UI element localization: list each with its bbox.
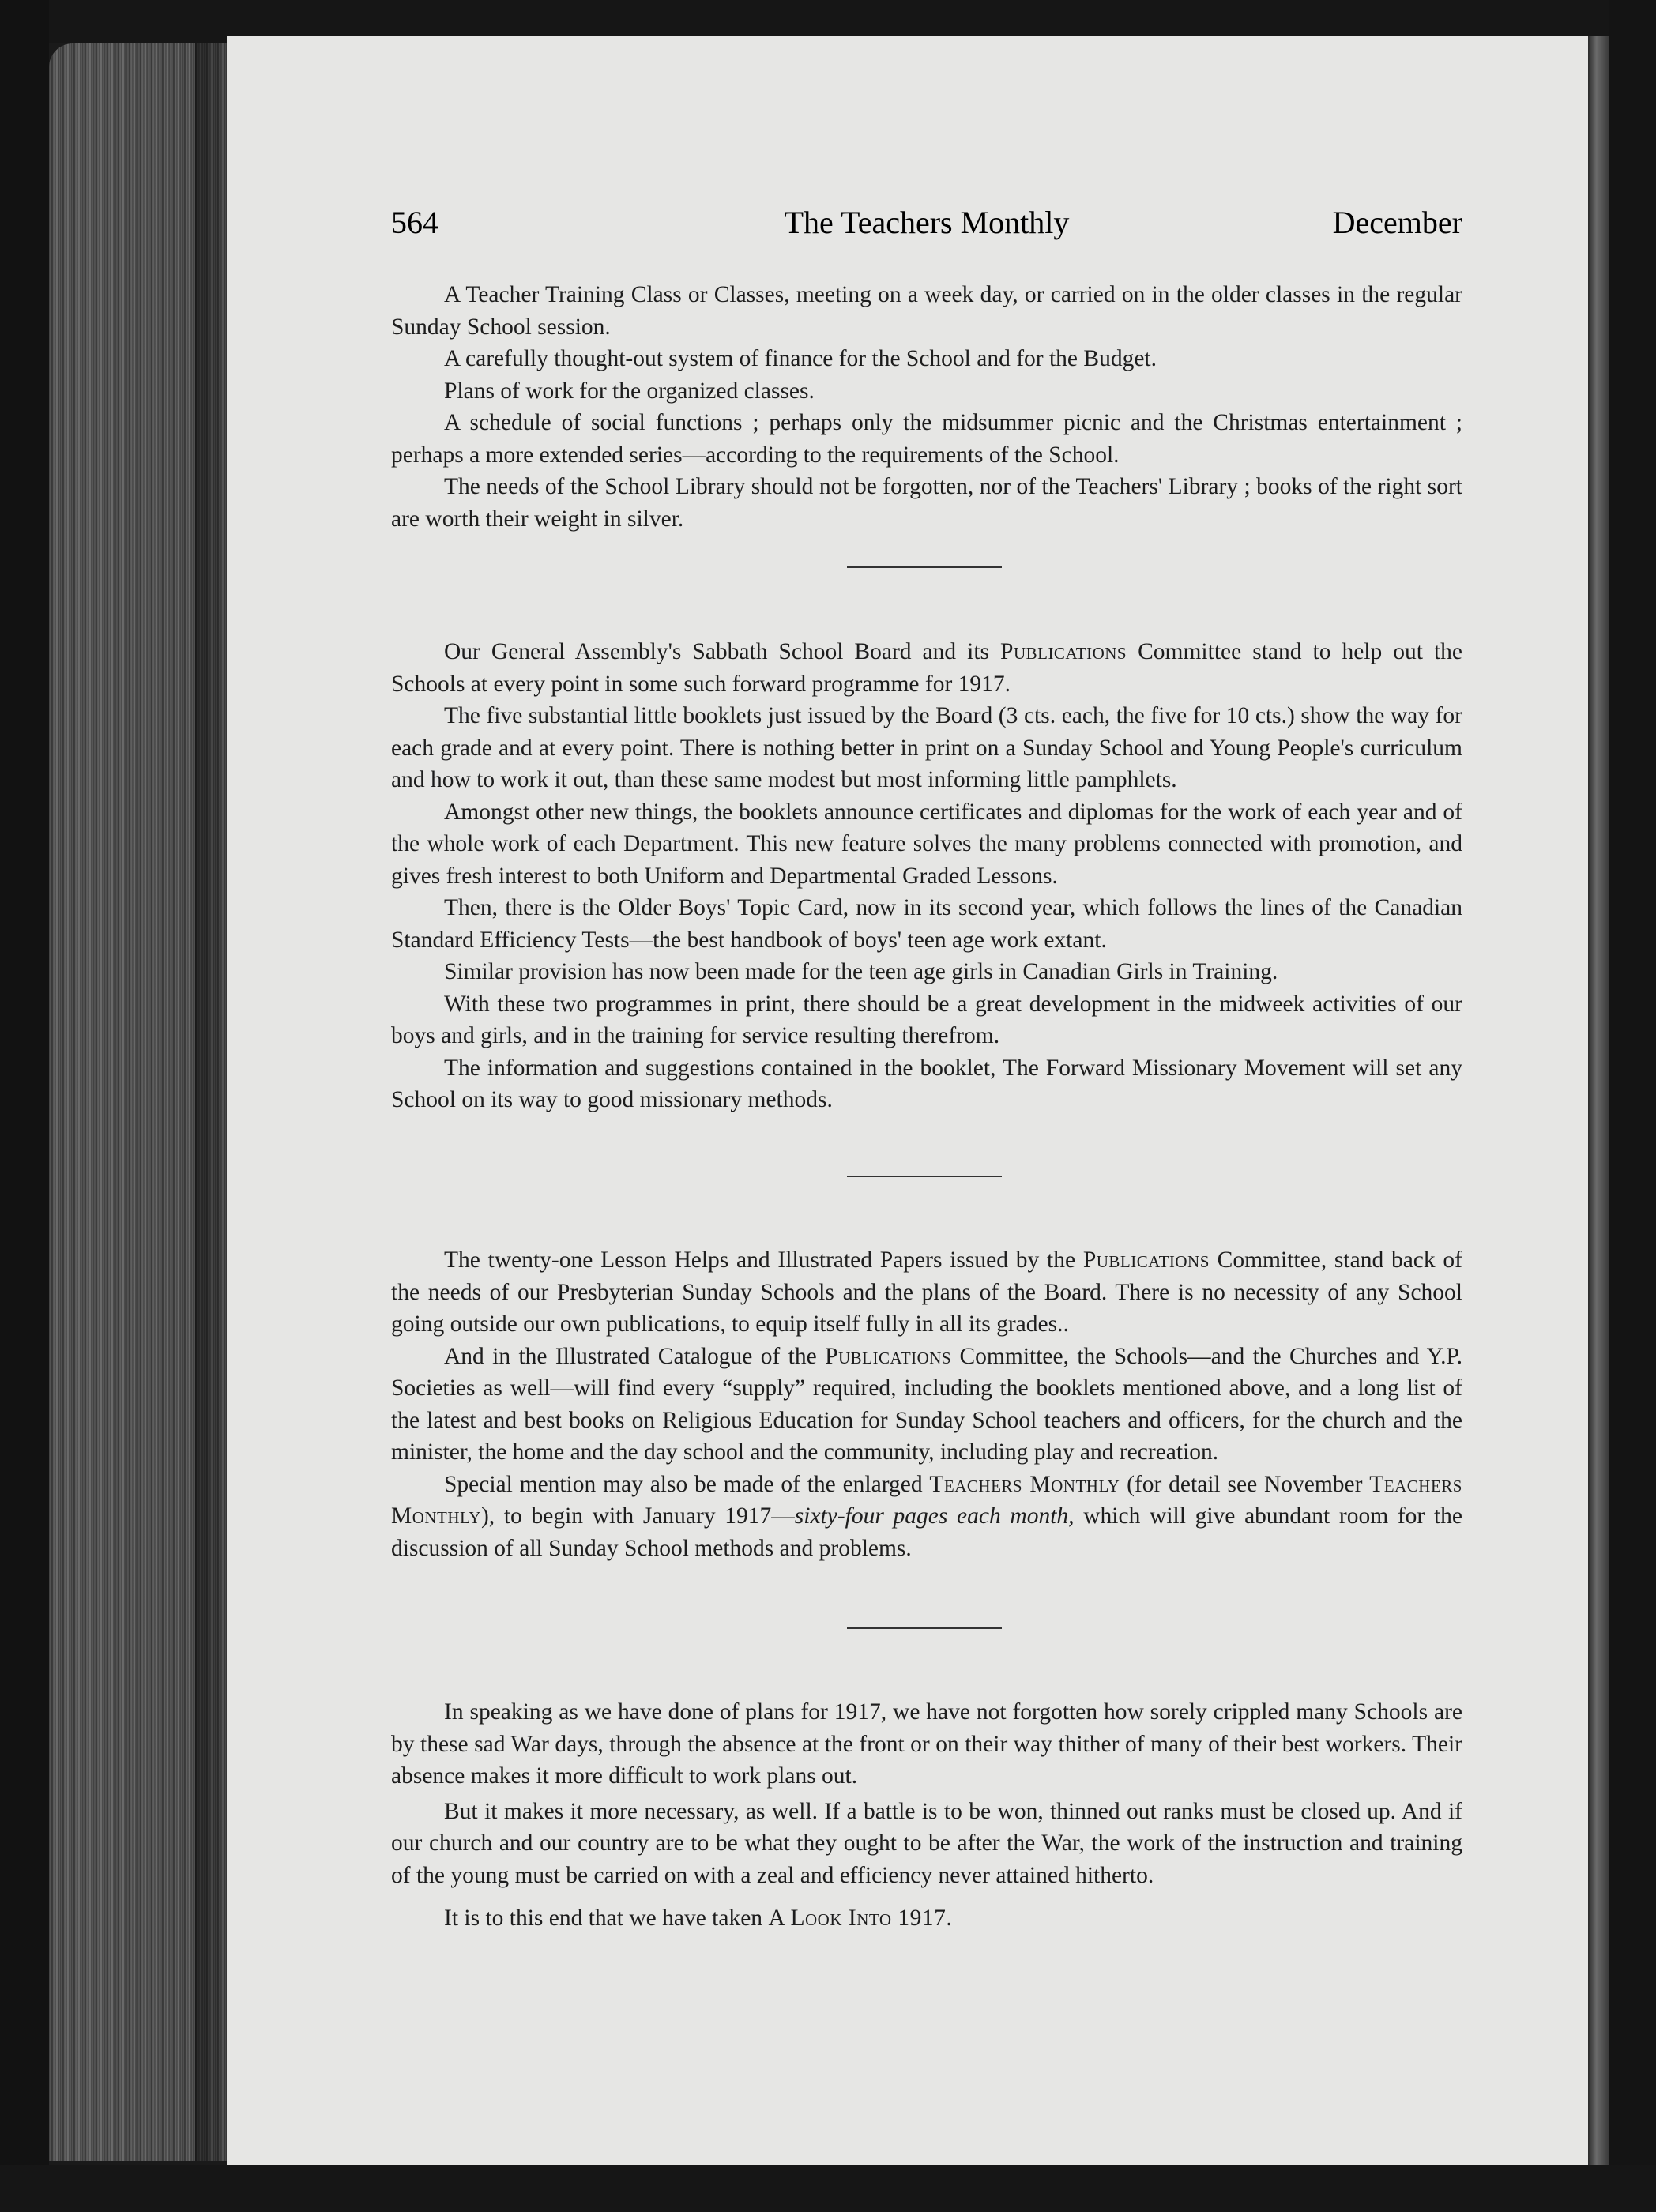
paragraph: It is to this end that we have taken A Look Into 1917. (444, 1905, 952, 1931)
page-number: 564 (391, 205, 438, 240)
paragraph: A schedule of social functions ; perhaps only the midsummer picnic and the Christmas entertainment ; perhaps a more extended series—according to the requirements of the School. (391, 410, 1462, 468)
scan-right-border (1609, 0, 1656, 2212)
scan-bottom-border (0, 2165, 1656, 2212)
paragraph: Similar provision has now been made for the teen age girls in Canadian Girls in Training. (444, 959, 1278, 984)
paragraph: But it makes it more necessary, as well. If a battle is to be won, thinned out ranks must be closed up. And if our church and our country are to be what they ought to be after the War, the work of the instruction and training of the young must be carried on with a zeal and efficiency never attained hitherto. (391, 1798, 1462, 1888)
section-divider (847, 1627, 1002, 1629)
page-content (227, 36, 1588, 2169)
paragraph: Plans of work for the organized classes. (444, 378, 815, 404)
section-plans (391, 279, 1462, 535)
paragraph: The information and suggestions contained in the booklet, The Forward Missionary Movement will set any School on its way to good missionary methods. (391, 1055, 1462, 1112)
paragraph: Our General Assembly's Sabbath School Board and its Publications Committee stand to help out the Schools at every point in some such forward programme for 1917. (391, 639, 1462, 697)
section-divider (847, 566, 1002, 568)
paragraph: Amongst other new things, the booklets announce certificates and diplomas for the work of each year and of the whole work of each Department. This new feature solves the many problems connected with promotion, and gives fresh interest to both Uniform and Departmental Graded Lessons. (391, 799, 1462, 889)
section-divider (847, 1176, 1002, 1177)
section-board (391, 636, 1462, 1116)
paragraph: And in the Illustrated Catalogue of the Publications Committee, the Schools—and the Churches and Y.P. Societies as well—will find every “supply” required, including the booklets mentioned above, and a long list of the latest and best books on Religious Education for Sunday School teachers and officers, for the church and the minister, the home and the day school and the community, including play and recreation. (391, 1343, 1462, 1465)
paragraph: A carefully thought-out system of finance for the School and for the Budget. (444, 346, 1157, 371)
paragraph: The twenty-one Lesson Helps and Illustrated Papers issued by the Publications Committee, stand back of the needs of our Presbyterian Sunday Schools and the plans of the Board. There is no necessity of any School going outside our own publications, to equip itself fully in all its grades.. (391, 1247, 1462, 1337)
scan-left-border (0, 0, 49, 2212)
paragraph: Then, there is the Older Boys' Topic Card, now in its second year, which follows the lines of the Canadian Standard Efficiency Tests—the best handbook of boys' teen age work extant. (391, 895, 1462, 953)
journal-title: The Teachers Monthly (784, 205, 1070, 240)
paragraph: Special mention may also be made of the enlarged Teachers Monthly (for detail see November Teachers Monthly), to begin with January 1917—sixty-four pages each month, which will give abundant room for the discussion of all Sunday School methods and problems. (391, 1471, 1462, 1561)
running-header (391, 204, 1462, 251)
paragraph: The five substantial little booklets just issued by the Board (3 cts. each, the five for 10 cts.) show the way for each grade and at every point. There is nothing better in print on a Sunday School and Young People's curriculum and how to work it out, than these same modest but most informing little pamphlets. (391, 703, 1462, 792)
book-page-edges (49, 43, 227, 2161)
book-right-edge (1588, 36, 1609, 2169)
issue-month: December (1332, 205, 1462, 240)
paragraph: A Teacher Training Class or Classes, meeting on a week day, or carried on in the older classes in the regular Sunday School session. (391, 282, 1462, 340)
section-war (391, 1696, 1462, 1935)
paragraph: With these two programmes in print, there should be a great development in the midweek activities of our boys and girls, and in the training for service resulting therefrom. (391, 991, 1462, 1048)
section-publications (391, 1244, 1462, 1564)
paragraph: The needs of the School Library should not be forgotten, nor of the Teachers' Library ; books of the right sort are worth their weight in silver. (391, 474, 1462, 532)
paragraph: In speaking as we have done of plans for 1917, we have not forgotten how sorely crippled many Schools are by these sad War days, through the absence at the front or on their way thither of many of their best workers. Their absence makes it more difficult to work plans out. (391, 1699, 1462, 1789)
